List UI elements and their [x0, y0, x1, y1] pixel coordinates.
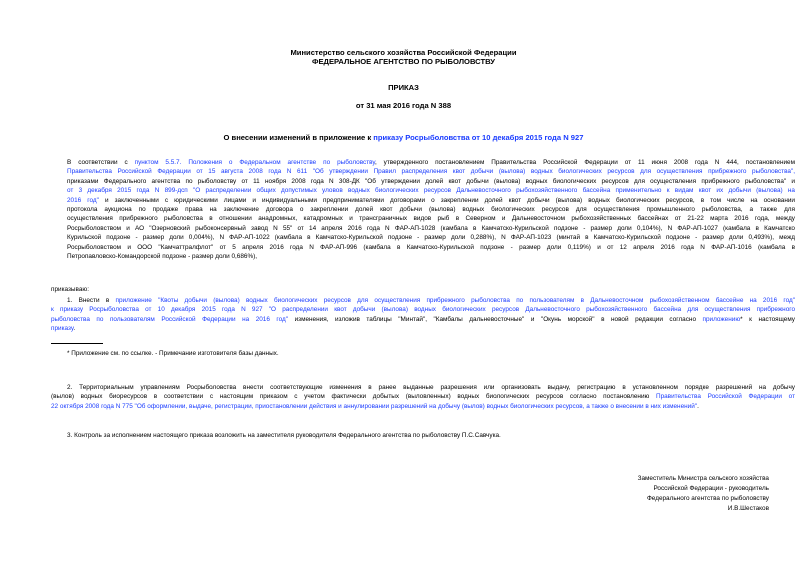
signatory-name: И.В.Шестаков — [727, 505, 769, 512]
preamble-line: Курильской подзоне - размер доли 0,004%), N ФАР-АП-1022 (камбала в Камчатско-Курильской подзоне - размер доли 0,288%), N ФАР-АП-1023 (минтай в Камчатско-Курильской подзоне - размер доли 0,493%), межд — [67, 234, 795, 242]
signature-position-line: Заместитель Министра сельского хозяйства — [637, 475, 769, 482]
link-order-927-end[interactable]: рыболовства по пользователям Российской Федерации на 2016 год" — [51, 315, 289, 323]
item-1-line — [51, 315, 795, 324]
preamble-line — [67, 158, 795, 167]
text-run: 1. Внести в — [67, 297, 116, 304]
link-order-899-end[interactable]: 2016 год" — [67, 196, 99, 204]
doc-title-text: О внесении изменений в приложение к — [223, 133, 374, 142]
doc-title-link[interactable]: приказу Росрыболовства от 10 декабря 2015 года N 927 — [373, 133, 584, 142]
text-run: (вылов) водных биоресурсов в соответствии с настоящим приказом с учетом фактически добытых (выловленных) водных биологических ресурсов согласно постановлению — [51, 393, 656, 401]
text-run: * к настоящему — [740, 315, 795, 323]
item-3-paragraph: 3. Контроль за исполнением настоящего приказа возложить на заместителя руководителя Федерального агентства по рыболовству П.С.Савчука. — [67, 432, 501, 439]
ministry-name: Министерство сельского хозяйства Российской Федерации — [290, 48, 517, 57]
order-word: приказываю: — [51, 286, 89, 293]
link-order-899[interactable]: от 3 декабря 2015 года N 899-дсп "О распределении общих допустимых уловов водных биологических ресурсов Дальневосточного рыбохозяйственного бассейна применительно к видам квот их добычи (вылова) на — [67, 187, 795, 195]
link-appendix[interactable]: приложению — [702, 315, 741, 323]
link-government-decree-611[interactable]: Правительства Российской Федерации от 15 августа 2008 года N 611 "Об утверждении Правил распределения квот добычи (вылова) водных биологических ресурсов для осуществления прибрежного рыболовства", — [67, 168, 795, 176]
text-run: В соответствии с — [67, 159, 135, 166]
text-run: , утвержденного постановлением Правительства Российской Федерации от 11 июня 2008 года N 444, постановлением — [374, 159, 796, 166]
item-2-line: 2. Территориальным управлениям Росрыболовства внести соответствующие изменения в ранее выданные разрешения или организовать выдачу, регистрацию в установленном порядке разрешений на добычу — [67, 384, 795, 391]
link-regulation[interactable]: пунктом 5.5.7. Положения о Федеральном агентстве по рыболовству — [134, 159, 375, 166]
item-1-line — [67, 296, 795, 305]
doc-title — [0, 133, 807, 142]
preamble-line — [67, 196, 795, 205]
text-run: . — [73, 325, 76, 333]
preamble-paragraph — [67, 158, 795, 261]
item-2-line — [51, 402, 795, 411]
link-order-927[interactable]: к приказу Росрыболовства от 10 декабря 2015 года N 927 "О распределении квот добычи (вылова) водных биологических ресурсов Дальневосточного рыбохозяйственного бассейна для осуществления прибрежного — [51, 306, 795, 314]
item-2-paragraph — [51, 383, 795, 411]
preamble-line: Петропавловско-Командорской подзоне - размер доли 0,686%), — [67, 252, 258, 260]
doc-date-number: от 31 мая 2016 года N 388 — [355, 101, 452, 110]
preamble-line: осуществления прибрежного рыболовства в отношении анадромных, катадромных и трансграничных видов рыб в Северном и Дальневосточном рыбохозяйственных бассейнах от 21-22 марта 2016 года, между — [67, 215, 795, 223]
signature-position-line: Российской Федерации - руководитель — [653, 485, 769, 492]
footnote: * Приложение см. по ссылке. - Примечание изготовителя базы данных. — [67, 350, 279, 357]
agency-name: ФЕДЕРАЛЬНОЕ АГЕНТСТВО ПО РЫБОЛОВСТВУ — [312, 57, 495, 66]
preamble-line: Росрыболовством и АО "Озерновский рыбоконсервный завод N 55" от 14 апреля 2016 года N ФАР-АП-1028 (камбала в Камчатско-Курильской подзоне - размер доли 0,104%), N ФАР-АП-1027 (камбала в Камчатско — [67, 224, 795, 232]
text-run: и заключенными с юридическими лицами и индивидуальными предпринимателями договорами о закреплении долей квот добычи (вылова) водных биологических ресурсов, в том числе на основании — [98, 196, 796, 204]
link-government-decree-775-end[interactable]: 22 октября 2008 года N 775 "Об оформлении, выдаче, регистрации, приостановлении действия и аннулировании разрешений на добычу (вылов) водных биологических ресурсов, а также о внесении в них изменений" — [51, 402, 698, 410]
preamble-line: протокола аукциона по продаже права на заключение договора о закреплении долей квот добычи (вылова) водных биологических ресурсов для осуществления промышленного рыболовства, а также для — [67, 205, 795, 213]
doc-type: ПРИКАЗ — [388, 83, 419, 92]
text-run: . — [697, 402, 699, 410]
footnote-separator — [51, 343, 103, 344]
item-2-line — [51, 392, 795, 401]
text-run: изменения, изложив таблицы "Минтай", "Камбалы дальневосточные" и "Окунь морской" в новой редакции согласно — [288, 315, 703, 323]
preamble-line: приказами Федерального агентства по рыболовству от 11 ноября 2008 года N 308-ДК "Об утверждении долей квот добычи (вылова) водных биологических ресурсов для осуществления прибрежного рыболовства" и — [67, 177, 795, 185]
item-1-paragraph — [51, 296, 795, 334]
link-government-decree-775[interactable]: Правительства Российской Федерации от — [655, 393, 795, 401]
preamble-line: Росрыболовством и ООО "Камчаттралфлот" от 5 апреля 2016 года N ФАР-АП-996 (камбала в Камчатско-Курильской подзоне - размер доли 0,119%) и от 12 апреля 2016 года N ФАР-АП-1016 (камбала в — [67, 243, 795, 251]
link-appendix-quotas[interactable]: приложение "Квоты добычи (вылова) водных биологических ресурсов для осуществления прибрежного рыболовства по пользователям в Дальневосточном рыбохозяйственном бассейне на 2016 год" — [115, 297, 795, 304]
signature-position-line: Федерального агентства по рыболовству — [646, 495, 769, 502]
link-order-word[interactable]: приказу — [51, 325, 74, 333]
item-1-line — [51, 324, 795, 333]
